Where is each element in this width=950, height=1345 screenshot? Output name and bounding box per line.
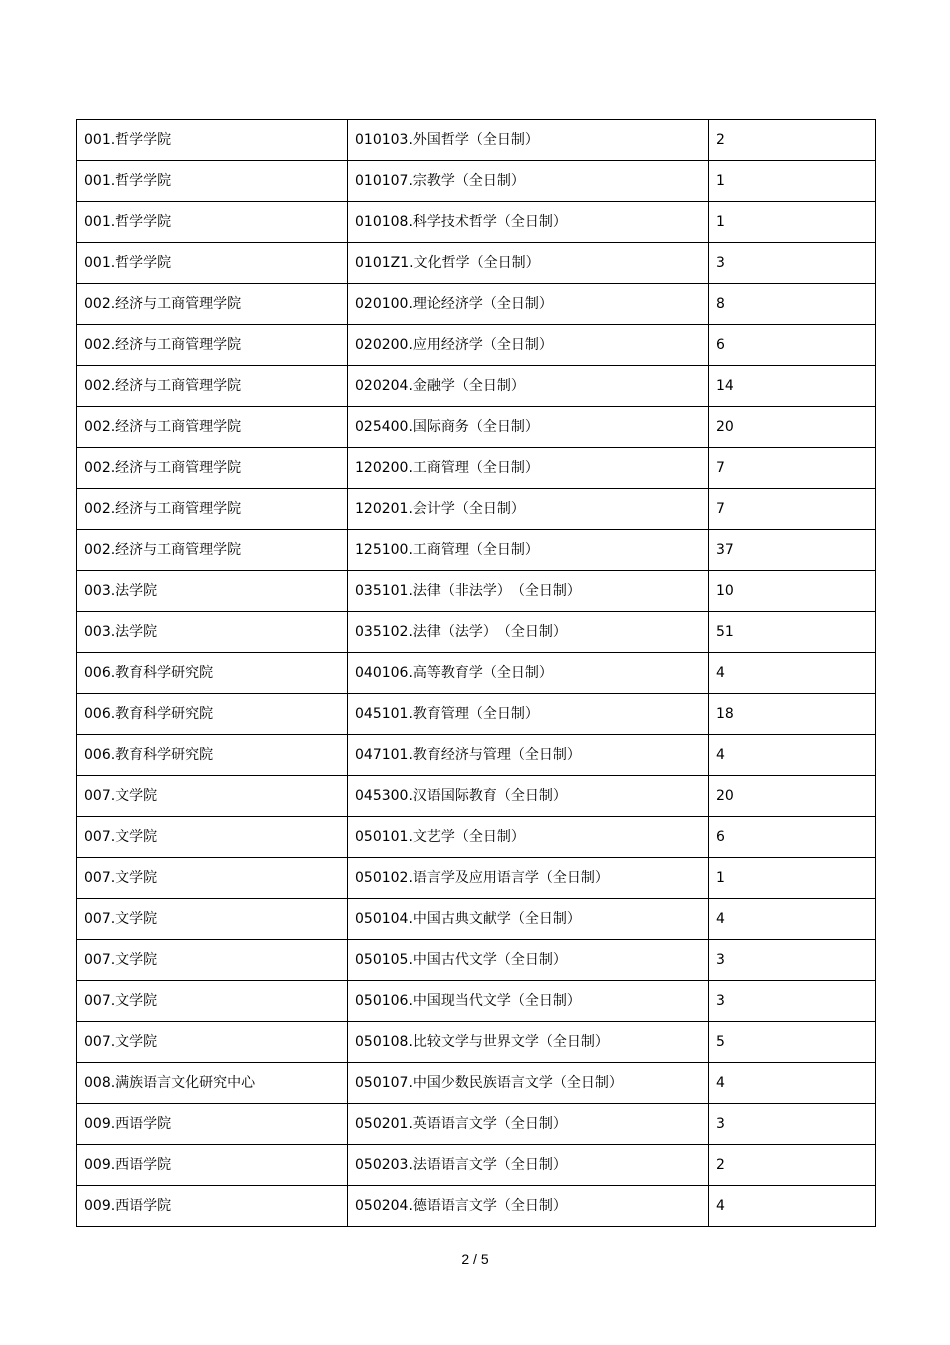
quota-cell: 6 [709,325,876,366]
quota-cell: 1 [709,202,876,243]
quota-cell: 1 [709,161,876,202]
department-cell: 009.西语学院 [77,1104,348,1145]
quota-cell: 3 [709,940,876,981]
table-row [77,1063,876,1104]
quota-cell: 20 [709,776,876,817]
table-row [77,1186,876,1227]
department-cell: 002.经济与工商管理学院 [77,448,348,489]
department-cell: 007.文学院 [77,899,348,940]
table-row [77,120,876,161]
table-row [77,284,876,325]
department-cell: 006.教育科学研究院 [77,694,348,735]
major-cell: 020100.理论经济学（全日制） [348,284,709,325]
major-cell: 120201.会计学（全日制） [348,489,709,530]
major-cell: 050204.德语语言文学（全日制） [348,1186,709,1227]
table-row [77,448,876,489]
major-cell: 050104.中国古典文献学（全日制） [348,899,709,940]
department-cell: 001.哲学学院 [77,120,348,161]
table-row [77,899,876,940]
table-row [77,407,876,448]
department-cell: 006.教育科学研究院 [77,653,348,694]
major-cell: 010107.宗教学（全日制） [348,161,709,202]
table-body [77,120,876,1227]
quota-cell: 7 [709,448,876,489]
table-row [77,530,876,571]
department-cell: 001.哲学学院 [77,161,348,202]
table-row [77,1145,876,1186]
department-cell: 007.文学院 [77,776,348,817]
department-cell: 007.文学院 [77,1022,348,1063]
table-row [77,653,876,694]
quota-cell: 8 [709,284,876,325]
quota-cell: 10 [709,571,876,612]
quota-cell: 3 [709,1104,876,1145]
quota-cell: 3 [709,243,876,284]
department-cell: 001.哲学学院 [77,243,348,284]
department-cell: 007.文学院 [77,817,348,858]
quota-cell: 18 [709,694,876,735]
department-cell: 007.文学院 [77,858,348,899]
page-number: 2 / 5 [461,1251,489,1267]
quota-cell: 4 [709,1063,876,1104]
department-cell: 003.法学院 [77,571,348,612]
major-cell: 040106.高等教育学（全日制） [348,653,709,694]
major-cell: 050105.中国古代文学（全日制） [348,940,709,981]
quota-cell: 2 [709,1145,876,1186]
table-row [77,1022,876,1063]
department-cell: 002.经济与工商管理学院 [77,366,348,407]
department-cell: 002.经济与工商管理学院 [77,325,348,366]
table-row [77,940,876,981]
table-row [77,161,876,202]
major-cell: 020200.应用经济学（全日制） [348,325,709,366]
major-cell: 010108.科学技术哲学（全日制） [348,202,709,243]
major-cell: 050201.英语语言文学（全日制） [348,1104,709,1145]
major-cell: 0101Z1.文化哲学（全日制） [348,243,709,284]
table-row [77,202,876,243]
department-cell: 002.经济与工商管理学院 [77,284,348,325]
major-cell: 025400.国际商务（全日制） [348,407,709,448]
department-cell: 008.满族语言文化研究中心 [77,1063,348,1104]
quota-cell: 51 [709,612,876,653]
quota-cell: 3 [709,981,876,1022]
table-row [77,858,876,899]
quota-cell: 5 [709,1022,876,1063]
major-cell: 050102.语言学及应用语言学（全日制） [348,858,709,899]
major-cell: 125100.工商管理（全日制） [348,530,709,571]
table-row [77,612,876,653]
department-cell: 009.西语学院 [77,1186,348,1227]
major-cell: 120200.工商管理（全日制） [348,448,709,489]
table-row [77,489,876,530]
major-cell: 050101.文艺学（全日制） [348,817,709,858]
department-cell: 002.经济与工商管理学院 [77,489,348,530]
department-cell: 003.法学院 [77,612,348,653]
table-row [77,366,876,407]
major-cell: 035101.法律（非法学） （全日制） [348,571,709,612]
quota-cell: 4 [709,735,876,776]
major-cell: 010103.外国哲学（全日制） [348,120,709,161]
table-row [77,1104,876,1145]
admissions-table [76,119,876,1227]
quota-cell: 4 [709,653,876,694]
table-row [77,325,876,366]
major-cell: 050108.比较文学与世界文学（全日制） [348,1022,709,1063]
major-cell: 045300.汉语国际教育（全日制） [348,776,709,817]
major-cell: 050107.中国少数民族语言文学（全日制） [348,1063,709,1104]
table-row [77,735,876,776]
table-row [77,243,876,284]
major-cell: 045101.教育管理（全日制） [348,694,709,735]
department-cell: 006.教育科学研究院 [77,735,348,776]
table-row [77,981,876,1022]
major-cell: 047101.教育经济与管理（全日制） [348,735,709,776]
table-row [77,571,876,612]
quota-cell: 2 [709,120,876,161]
quota-cell: 20 [709,407,876,448]
table-row [77,776,876,817]
major-cell: 035102.法律（法学） （全日制） [348,612,709,653]
table-row [77,817,876,858]
major-cell: 020204.金融学（全日制） [348,366,709,407]
department-cell: 007.文学院 [77,981,348,1022]
quota-cell: 37 [709,530,876,571]
table-row [77,694,876,735]
major-cell: 050203.法语语言文学（全日制） [348,1145,709,1186]
department-cell: 001.哲学学院 [77,202,348,243]
quota-cell: 14 [709,366,876,407]
quota-cell: 7 [709,489,876,530]
department-cell: 002.经济与工商管理学院 [77,407,348,448]
department-cell: 009.西语学院 [77,1145,348,1186]
quota-cell: 4 [709,899,876,940]
department-cell: 002.经济与工商管理学院 [77,530,348,571]
quota-cell: 6 [709,817,876,858]
quota-cell: 1 [709,858,876,899]
department-cell: 007.文学院 [77,940,348,981]
quota-cell: 4 [709,1186,876,1227]
major-cell: 050106.中国现当代文学（全日制） [348,981,709,1022]
